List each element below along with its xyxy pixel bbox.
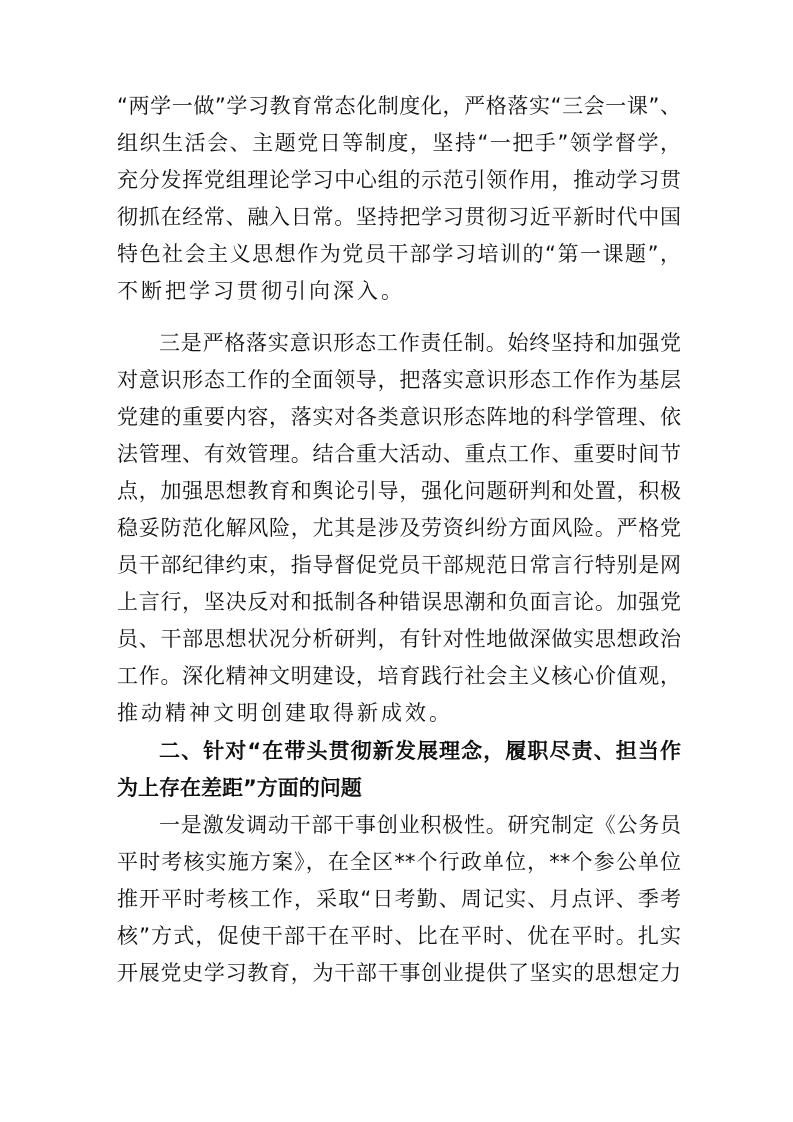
text-line: 员干部纪律约束，指导督促党员干部规范日常言行特别是网 (117, 553, 681, 577)
text-line: 推开平时考核工作，采取“日考勤、周记实、月点评、季考 (117, 887, 681, 911)
text-line: 不断把学习贯彻引向深入。 (117, 279, 405, 303)
text-line: 员、干部思想状况分析研判，有针对性地做深做实思想政治 (117, 627, 681, 651)
text-line: 开展党史学习教育，为干部干事创业提供了坚实的思想定力 (117, 961, 681, 985)
text-line: 三是严格落实意识形态工作责任制。始终坚持和加强党 (159, 331, 681, 355)
text-line: 工作。深化精神文明建设，培育践行社会主义核心价值观， (117, 664, 681, 688)
text-line: 充分发挥党组理论学习中心组的示范引领作用，推动学习贯 (117, 168, 681, 192)
text-line: 平时考核实施方案》，在全区**个行政单位，**个参公单位 (117, 850, 681, 874)
text-line: 彻抓在经常、融入日常。坚持把学习贯彻习近平新时代中国 (117, 205, 681, 229)
text-line: 推动精神文明创建取得新成效。 (117, 701, 453, 725)
text-line: 稳妥防范化解风险，尤其是涉及劳资纠纷方面风险。严格党 (117, 516, 681, 540)
heading-line: 二、针对“在带头贯彻新发展理念，履职尽责、担当作 (159, 739, 681, 763)
text-line: 核”方式，促使干部干在平时、比在平时、优在平时。扎实 (117, 924, 681, 948)
text-line: 点，加强思想教育和舆论引导，强化问题研判和处置，积极 (117, 479, 681, 503)
text-line: 上言行，坚决反对和抵制各种错误思潮和负面言论。加强党 (117, 590, 681, 614)
text-line: 特色社会主义思想作为党员干部学习培训的“第一课题”， (117, 242, 681, 266)
text-line: “两学一做”学习教育常态化制度化，严格落实“三会一课”、 (117, 94, 681, 118)
text-line: 一是激发调动干部干事创业积极性。研究制定《公务员 (159, 813, 681, 837)
text-line: 党建的重要内容，落实对各类意识形态阵地的科学管理、依 (117, 405, 681, 429)
heading-line: 为上存在差距”方面的问题 (117, 776, 362, 800)
text-line: 法管理、有效管理。结合重大活动、重点工作、重要时间节 (117, 442, 681, 466)
text-line: 组织生活会、主题党日等制度，坚持“一把手”领学督学， (117, 131, 681, 155)
text-line: 对意识形态工作的全面领导，把落实意识形态工作作为基层 (117, 368, 681, 392)
